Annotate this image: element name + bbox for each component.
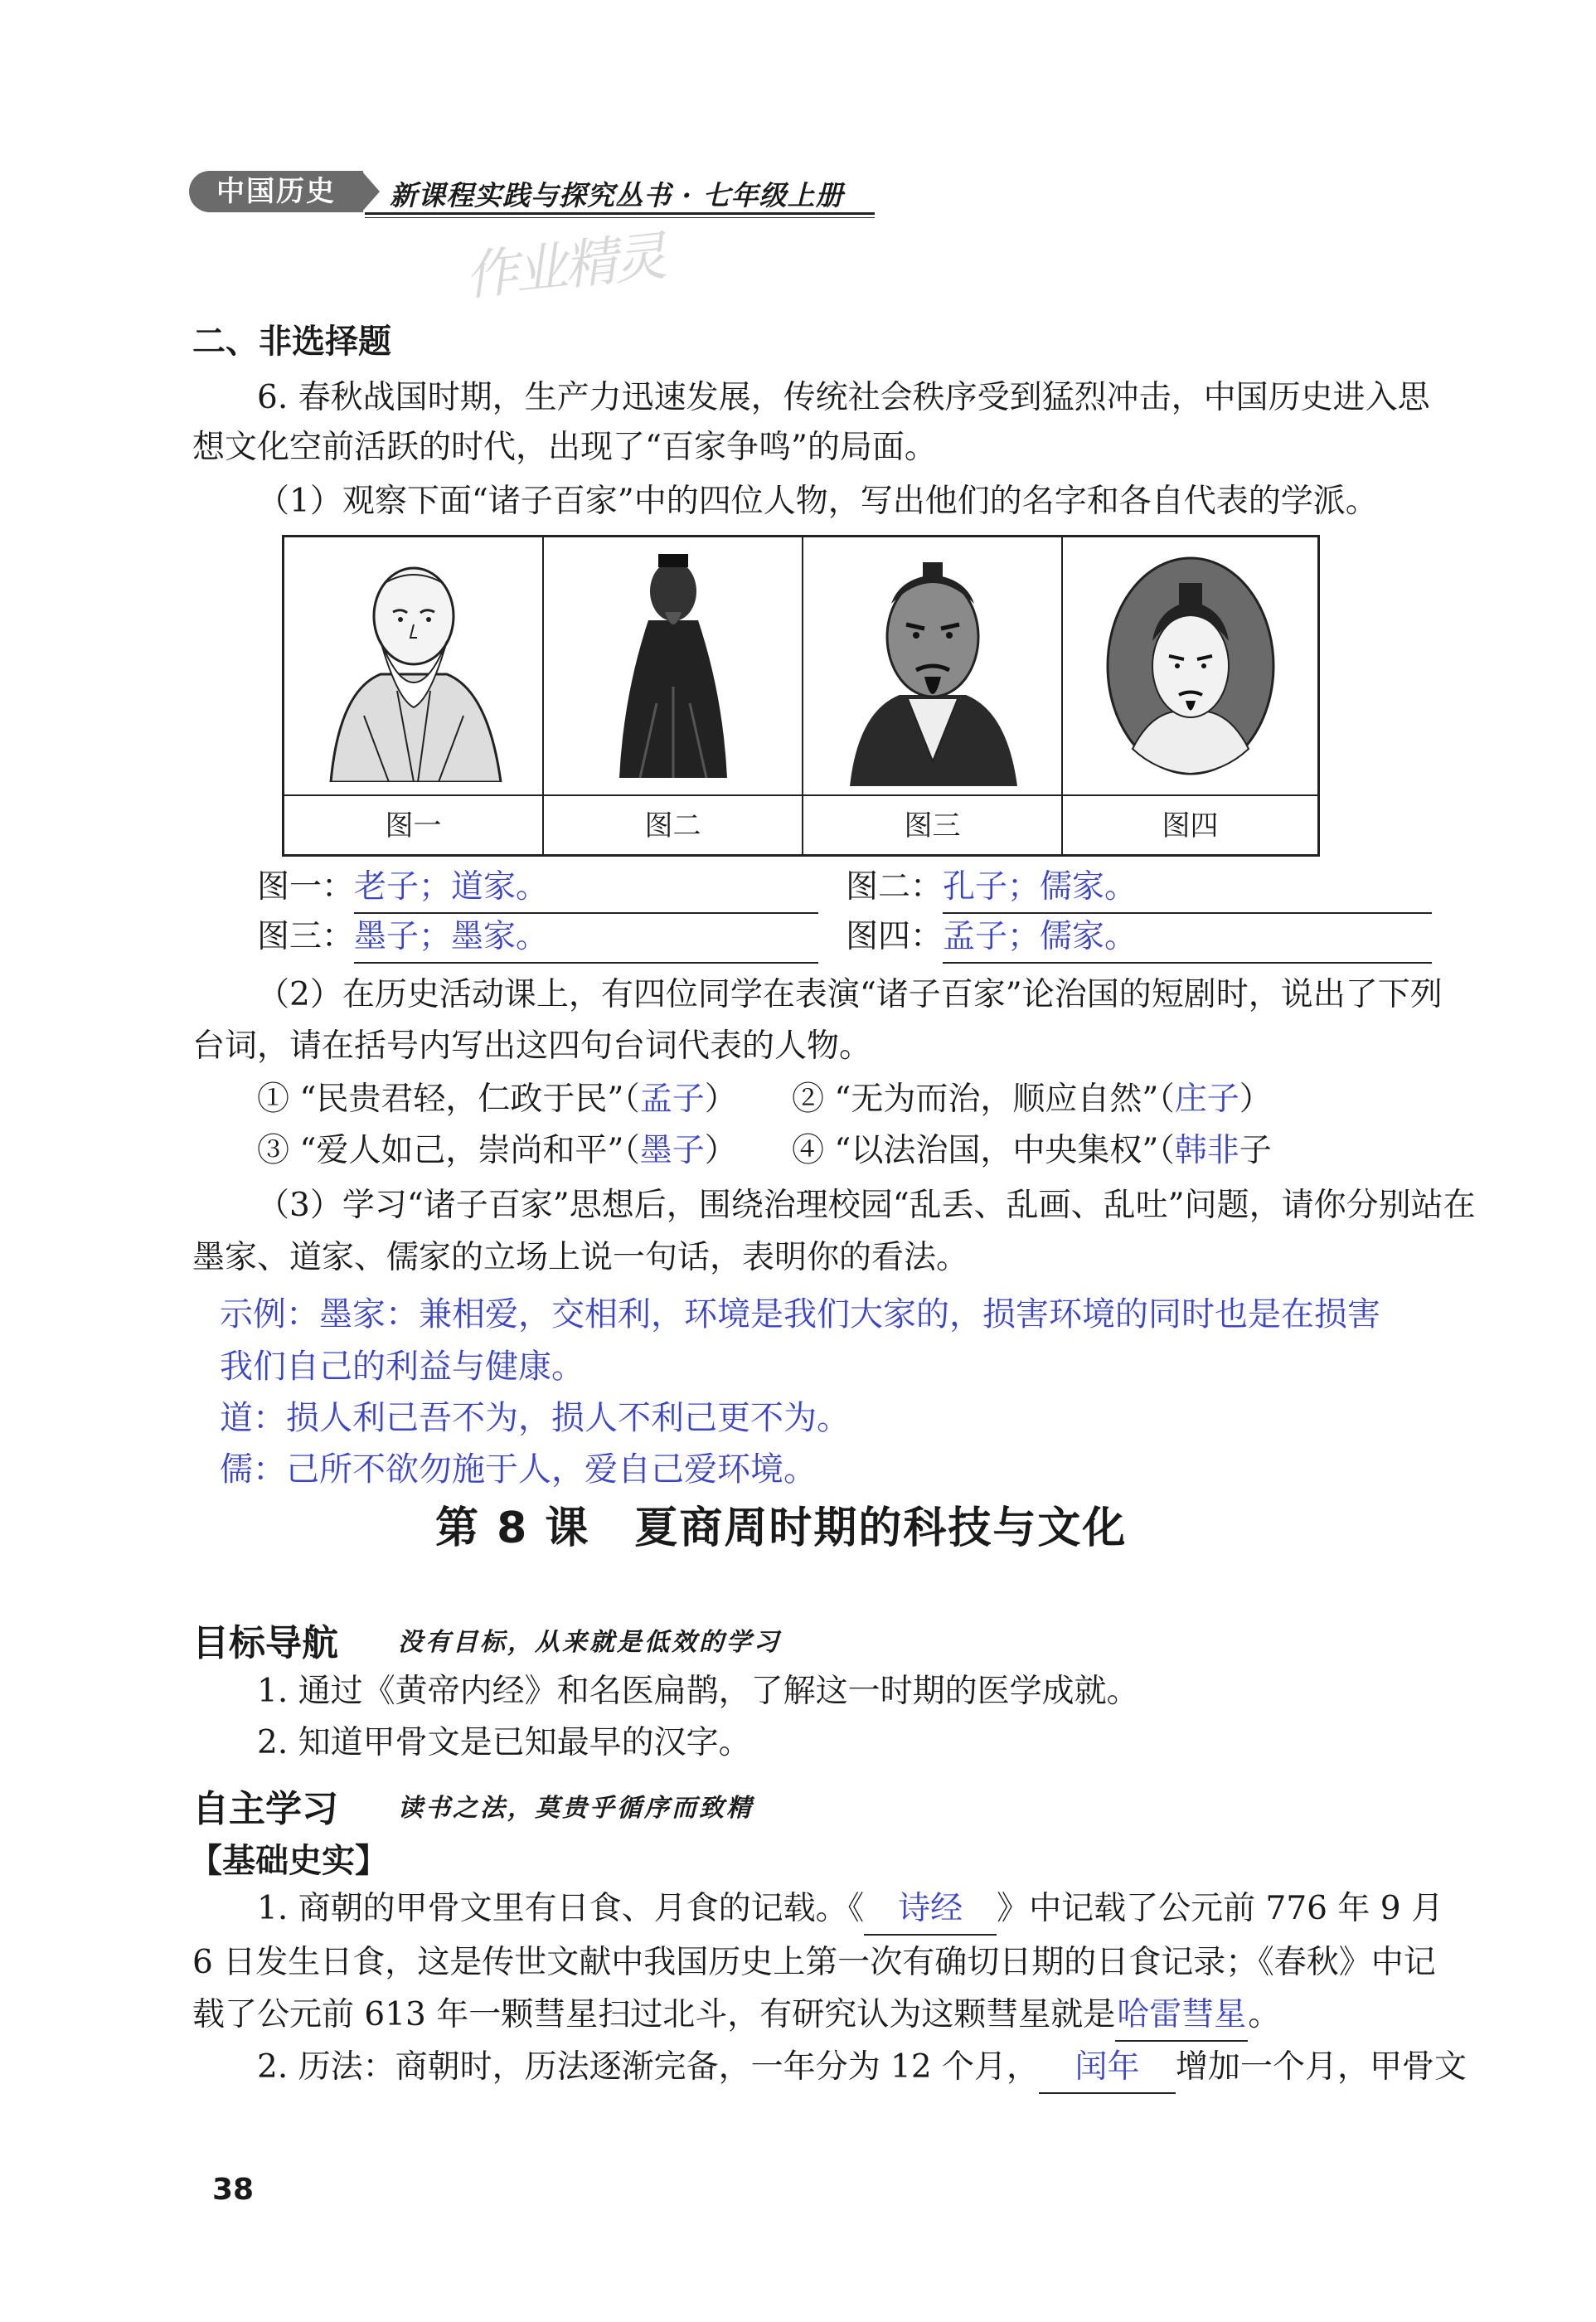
q6-part1: （1）观察下面“诸子百家”中的四位人物，写出他们的名字和各自代表的学派。 <box>257 483 1378 520</box>
answer-text-3: 墨子；墨家。 <box>354 918 549 955</box>
fact2-text-a: 2. 历法：商朝时，历法逐渐完备，一年分为 12 个月， <box>257 2048 1040 2086</box>
page-number: 38 <box>212 2173 255 2207</box>
self-study-motto: 读书之法，莫贵乎循序而致精 <box>398 1794 754 1823</box>
quote-1-close: ） <box>704 1081 737 1118</box>
q6-line2: 想文化空前活跃的时代，出现了“百家争鸣”的局面。 <box>192 429 937 466</box>
fact1-answer-2: 哈雷彗星 <box>1117 1996 1247 2033</box>
subject-badge-arrow <box>361 171 380 212</box>
fact1-text-b: 》中记载了公元前 776 年 9 月 <box>997 1890 1443 1927</box>
quote-1-answer[interactable]: 孟子 <box>639 1081 705 1118</box>
fact1-text-c: 载了公元前 613 年一颗彗星扫过北斗，有研究认为这颗彗星就是 <box>192 1996 1116 2033</box>
quote-2 <box>792 1075 1272 1125</box>
answer-label-3: 图三： <box>257 918 355 955</box>
answer-blank-2[interactable] <box>943 862 1432 914</box>
hand-answer-2: 我们自己的利益与健康。 <box>220 1348 585 1386</box>
self-study-heading: 自主学习 <box>192 1788 338 1830</box>
caption-1: 图一 <box>385 809 442 843</box>
quote-4 <box>792 1126 1272 1176</box>
answer-text-1: 老子；道家。 <box>354 868 549 906</box>
fact2-line1 <box>257 2043 1467 2094</box>
q6-line1: 6. 春秋战国时期，生产力迅速发展，传统社会秩序受到猛烈冲击，中国历史进入思 <box>257 379 1430 416</box>
portrait-laozi-image <box>284 537 542 796</box>
quote-4-close: 子 <box>1239 1132 1272 1169</box>
answer-row-4 <box>846 912 1432 964</box>
quote-2-text: ② “无为而治，顺应自然”（ <box>792 1081 1175 1118</box>
quote-1 <box>257 1075 737 1125</box>
subject-badge: 中国历史 <box>189 171 363 212</box>
header-rule <box>365 212 875 215</box>
portrait-mencius-image <box>1063 537 1317 796</box>
quote-2-close: ） <box>1239 1081 1272 1118</box>
hand-answer-3: 道：损人利己吾不为，损人不利己更不为。 <box>220 1399 850 1437</box>
portrait-cell-4 <box>1063 537 1317 854</box>
caption-4: 图四 <box>1162 809 1219 843</box>
q6-part3-line2: 墨家、道家、儒家的立场上说一句话，表明你的看法。 <box>192 1239 969 1276</box>
goal-1: 1. 通过《黄帝内经》和名医扁鹊，了解这一时期的医学成就。 <box>257 1673 1139 1710</box>
quote-3-close: ） <box>704 1132 737 1169</box>
fact1-text-a: 1. 商朝的甲骨文里有日食、月食的记载。《 <box>257 1890 865 1927</box>
hand-answer-4: 儒：己所不欲勿施于人，爱自己爱环境。 <box>220 1450 817 1489</box>
answer-row-1 <box>257 862 818 914</box>
answer-blank-4[interactable] <box>943 912 1432 964</box>
q6-part2-line2: 台词，请在括号内写出这四句台词代表的人物。 <box>192 1027 872 1065</box>
answer-row-2 <box>846 862 1432 914</box>
fact2-blank[interactable] <box>1039 2043 1176 2094</box>
fact1-line1 <box>257 1884 1443 1936</box>
answer-label-2: 图二： <box>846 868 944 906</box>
answer-text-2: 孔子；儒家。 <box>943 868 1138 906</box>
caption-2: 图二 <box>644 809 701 843</box>
fact1-answer-1: 诗经 <box>898 1890 963 1927</box>
fact1-line2: 6 日发生日食，这是传世文献中我国历史上第一次有确切日期的日食记录；《春秋》中记 <box>192 1944 1436 1981</box>
answer-row-3 <box>257 912 818 964</box>
portrait-cell-2 <box>544 537 803 854</box>
basic-facts-heading: 【基础史实】 <box>189 1842 388 1880</box>
watermark: 作业精灵 <box>462 226 667 308</box>
goal-heading: 目标导航 <box>192 1622 338 1664</box>
quote-3-answer[interactable]: 墨子 <box>639 1132 705 1169</box>
quote-3-text: ③ “爱人如己，崇尚和平”（ <box>257 1132 640 1169</box>
quote-3 <box>257 1126 737 1176</box>
portrait-table <box>282 535 1320 857</box>
goal-motto: 没有目标，从来就是低效的学习 <box>398 1628 781 1657</box>
fact1-end: 。 <box>1248 1996 1281 2033</box>
quote-1-text: ① “民贵君轻，仁政于民”（ <box>257 1081 640 1118</box>
portrait-cell-1 <box>284 537 544 854</box>
section-title: 二、非选择题 <box>192 323 391 361</box>
answer-text-4: 孟子；儒家。 <box>943 918 1138 955</box>
fact1-line3 <box>192 1990 1280 2042</box>
fact2-answer: 闰年 <box>1075 2048 1140 2086</box>
portrait-confucius-image <box>544 537 802 796</box>
hand-answer-1: 示例：墨家：兼相爱，交相利，环境是我们大家的，损害环境的同时也是在损害 <box>220 1295 1380 1333</box>
fact2-text-b: 增加一个月，甲骨文 <box>1176 2048 1467 2086</box>
quote-4-text: ④ “以法治国，中央集权”（ <box>792 1132 1175 1169</box>
quote-4-answer[interactable]: 韩非 <box>1174 1132 1239 1169</box>
series-title: 新课程实践与探究丛书 · 七年级上册 <box>390 179 844 211</box>
answer-blank-3[interactable] <box>354 912 818 964</box>
portrait-mozi-image <box>803 537 1061 796</box>
answer-label-1: 图一： <box>257 868 355 906</box>
fact1-blank-1[interactable] <box>864 1884 997 1936</box>
quote-2-answer[interactable]: 庄子 <box>1174 1081 1239 1118</box>
answer-label-4: 图四： <box>846 918 944 955</box>
portrait-cell-3 <box>803 537 1063 854</box>
caption-3: 图三 <box>904 809 961 843</box>
q6-part2-line1: （2）在历史活动课上，有四位同学在表演“诸子百家”论治国的短剧时，说出了下列 <box>257 976 1443 1013</box>
goal-2: 2. 知道甲骨文是已知最早的汉字。 <box>257 1724 751 1761</box>
q6-part3-line1: （3）学习“诸子百家”思想后，围绕治理校园“乱丢、乱画、乱吐”问题，请你分别站在 <box>257 1187 1476 1224</box>
fact1-blank-2[interactable] <box>1115 1990 1248 2042</box>
lesson-title: 第 8 课 夏商周时期的科技与文化 <box>435 1503 1128 1553</box>
answer-blank-1[interactable] <box>354 862 818 914</box>
